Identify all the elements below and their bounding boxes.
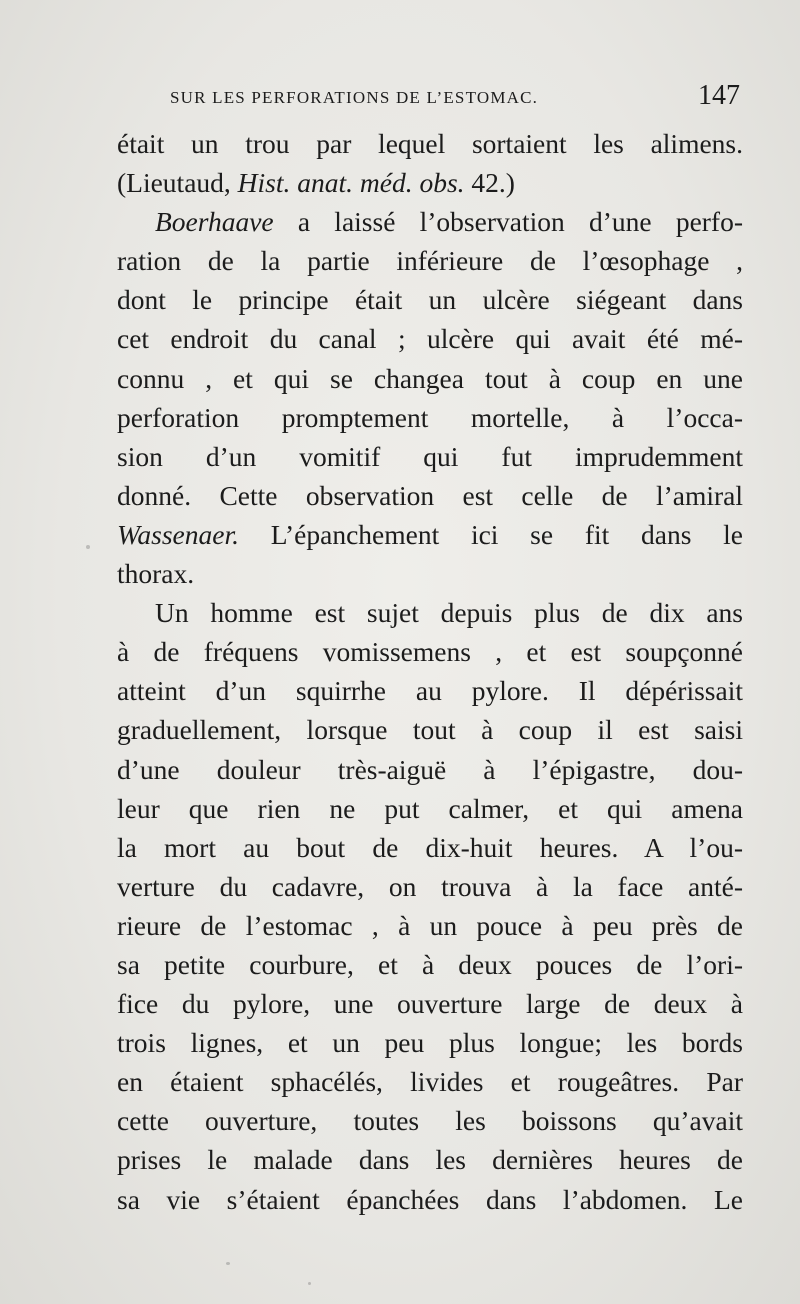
text-line: atteint d’un squirrhe au pylore. Il dépérissait (117, 675, 743, 707)
text-line: sa vie s’étaient épanchées dans l’abdomen. Le (117, 1183, 743, 1215)
text-line: était un trou par lequel sortaient les alimens. (117, 128, 743, 159)
text-line: d’une douleur très-aiguë à l’épigastre, dou- (117, 753, 743, 785)
running-title: SUR LES PERFORATIONS DE L’ESTOMAC. (170, 88, 539, 107)
paper-speck (86, 545, 90, 549)
text-line: sion d’un vomitif qui fut imprudemment (117, 440, 743, 472)
text-line: prises le malade dans les dernières heures de (117, 1144, 743, 1176)
text-line: leur que rien ne put calmer, et qui amena (117, 792, 743, 824)
text-line: Wassenaer. L’épanchement ici se fit dans le (117, 518, 743, 550)
text-line: Boerhaave a laissé l’observation d’une perfo- (155, 206, 743, 238)
text-line: donné. Cette observation est celle de l’amiral (117, 479, 743, 511)
text-line: perforation promptement mortelle, à l’occa- (117, 401, 743, 433)
text-line: verture du cadavre, on trouva à la face anté- (117, 870, 743, 902)
text-line: à de fréquens vomissemens , et est soupçonné (117, 636, 743, 668)
text-line: thorax. (117, 558, 195, 590)
page-header (170, 80, 740, 124)
text-line: fice du pylore, une ouverture large de deux à (117, 988, 743, 1020)
text-line: en étaient sphacélés, livides et rougeâtres. Par (117, 1066, 743, 1098)
person-name: Wassenaer. (117, 518, 239, 550)
paper-speck (308, 1282, 311, 1285)
text-line: cette ouverture, toutes les boissons qu’avait (117, 1105, 743, 1137)
text-line: la mort au bout de dix-huit heures. A l’ou- (117, 831, 743, 863)
text-line: ration de la partie inférieure de l’œsophage , (117, 245, 743, 277)
page-number: 147 (698, 80, 740, 111)
text-line: graduellement, lorsque tout à coup il est saisi (117, 714, 743, 746)
citation-title: Hist. anat. méd. obs. (237, 167, 465, 199)
text-line: sa petite courbure, et à deux pouces de l’ori- (117, 948, 743, 980)
text-line: cet endroit du canal ; ulcère qui avait été mé- (117, 323, 743, 355)
text-line: (Lieutaud, Hist. anat. méd. obs. 42.) (117, 167, 515, 199)
text-line: Un homme est sujet depuis plus de dix ans (155, 597, 743, 629)
text-line: connu , et qui se changea tout à coup en une (117, 362, 743, 394)
text-line: dont le principe était un ulcère siégeant dans (117, 284, 743, 316)
body-text (117, 124, 743, 1219)
paper-speck (226, 1262, 230, 1265)
text-line: trois lignes, et un peu plus longue; les bords (117, 1027, 743, 1059)
author-name: Boerhaave (155, 206, 274, 238)
text-line: rieure de l’estomac , à un pouce à peu près de (117, 909, 743, 941)
